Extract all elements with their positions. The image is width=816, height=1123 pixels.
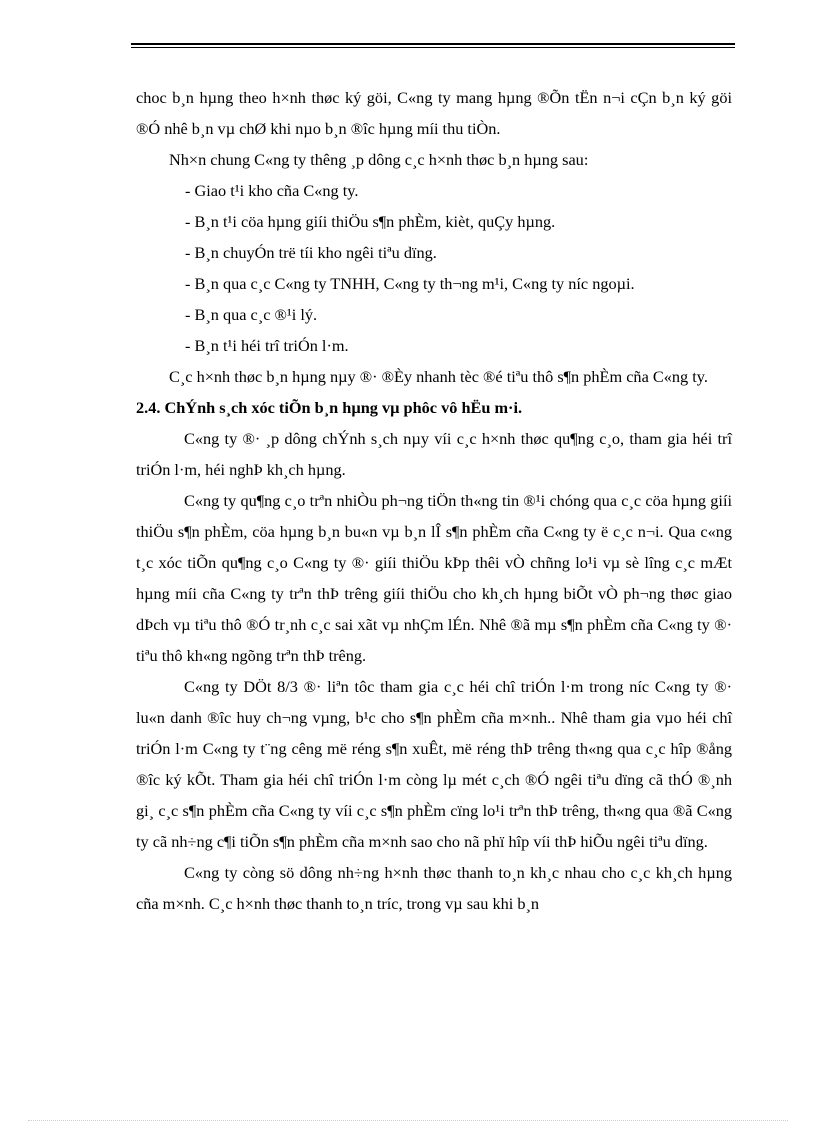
- list-item: - B¸n t¹i cöa hµng giíi thiÖu s¶n phÈm, kièt, quÇy hµng.: [185, 212, 556, 231]
- paragraph-trade-fairs: C«ng ty DÖt 8/3 ®· liªn tôc tham gia c¸c héi chî triÓn l·m trong níc C«ng ty ®· lu«n danh ®îc huy ch¬ng vµng, b¹c cho s¶n phÈm cña m×nh.. Nhê tham gia vµo héi chî triÓn l·m C«ng ty t¨ng cêng më réng s¶n xuÊt, më réng thÞ trêng th«ng qua c¸c hîp ®ång ®îc ký kÕt. Tham gia héi chî triÓn l·m còng lµ mét c¸ch ®Ó ngêi tiªu dïng cã thÓ ®¸nh gi¸ c¸c s¶n phÈm cña C«ng ty víi c¸c s¶n phÈm cïng lo¹i trªn thÞ trêng, th«ng qua ®ã C«ng ty cã nh÷ng c¶i tiÕn s¶n phÈm cña m×nh sao cho nã phï hîp víi thÞ hiÕu ngêi tiªu dïng.: [136, 677, 732, 851]
- paragraph-sales-methods-intro: Nh×n chung C«ng ty thêng ¸p dông c¸c h×nh thøc b¸n hµng sau:: [169, 150, 589, 169]
- paragraph-advertising: C«ng ty qu¶ng c¸o trªn nhiÒu ph¬ng tiÖn th«ng tin ®¹i chóng qua c¸c cöa hµng giíi thiÖu s¶n phÈm, cöa hµng b¸n bu«n vµ b¸n lÎ s¶n phÈm cña C«ng ty ë c¸c n¬i. Qua c«ng t¸c xóc tiÕn qu¶ng c¸o C«ng ty ®· giíi thiÖu kÞp thêi vÒ chñng lo¹i vµ sè lîng c¸c mÆt hµng míi cña C«ng ty trªn thÞ trêng giíi thiÖu cho kh¸ch hµng biÕt vÒ ph¬ng thøc giao dÞch vµ tiªu thô ®Ó tr¸nh c¸c sai xãt vµ nhÇm lÉn. Nhê ®ã mµ s¶n phÈm cña C«ng ty ®· tiªu thô kh«ng ngõng trªn thÞ trêng.: [136, 491, 732, 665]
- list-item: - B¸n chuyÓn trë tíi kho ngêi tiªu dïng.: [185, 243, 437, 262]
- header-rule: [131, 43, 735, 48]
- list-item: - B¸n t¹i héi trî triÓn l·m.: [185, 336, 349, 355]
- list-item: - B¸n qua c¸c ®¹i lý.: [185, 305, 318, 324]
- section-heading: 2.4. ChÝnh s¸ch xóc tiÕn b¸n hµng vµ phôc vô hËu m·i.: [136, 398, 523, 417]
- paragraph-promotion-policy: C«ng ty ®· ¸p dông chÝnh s¸ch nµy víi c¸c h×nh thøc qu¶ng c¸o, tham gia héi trî triÓn l·m, héi nghÞ kh¸ch hµng.: [136, 429, 732, 479]
- paragraph-payment-methods: C«ng ty còng sö dông nh÷ng h×nh thøc thanh to¸n kh¸c nhau cho c¸c kh¸ch hµng cña m×nh. C¸c h×nh thøc thanh to¸n tríc, trong vµ sau khi b¸n: [136, 863, 732, 913]
- paragraph-consignment: choc b¸n hµng theo h×nh thøc ký göi, C«ng ty mang hµng ®Õn tËn n¬i cÇn b¸n ký göi ®Ó nhê b¸n vµ chØ khi nµo b¸n ®îc hµng míi thu tiÒn.: [136, 88, 732, 138]
- page-content: [136, 82, 732, 919]
- footer-rule: [28, 1120, 788, 1121]
- list-item: - B¸n qua c¸c C«ng ty TNHH, C«ng ty th¬ng m¹i, C«ng ty níc ngoµi.: [185, 274, 635, 293]
- sales-methods-list: [136, 175, 732, 361]
- list-item: - Giao t¹i kho cña C«ng ty.: [185, 181, 359, 200]
- paragraph-sales-summary: C¸c h×nh thøc b¸n hµng nµy ®· ®Èy nhanh tèc ®é tiªu thô s¶n phÈm cña C«ng ty.: [169, 367, 708, 386]
